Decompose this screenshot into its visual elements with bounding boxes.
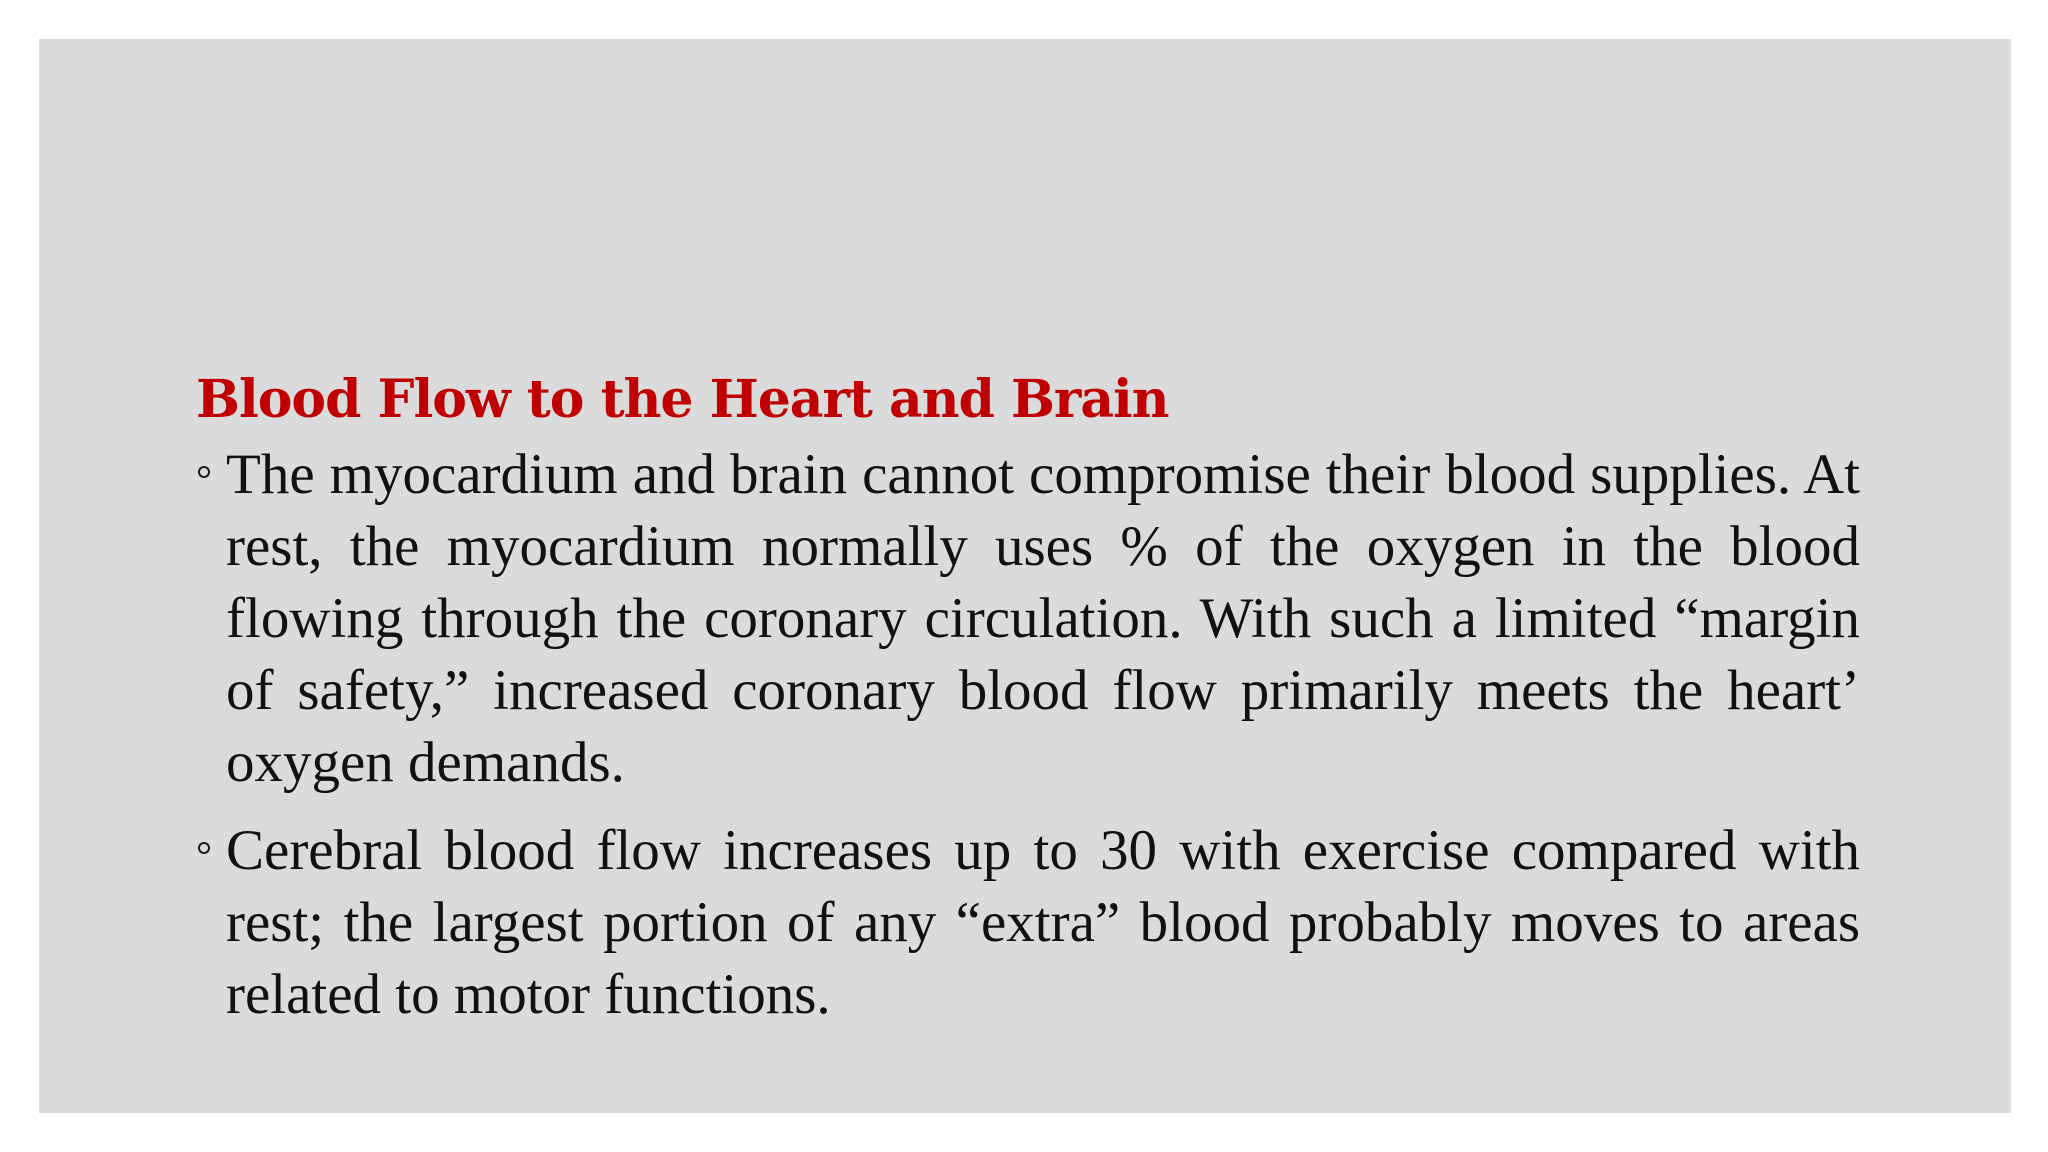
bullet-item bbox=[196, 815, 1860, 1031]
bullet-item bbox=[196, 439, 1860, 799]
slide bbox=[39, 39, 2011, 1113]
slide-title: Blood Flow to the Heart and Brain bbox=[196, 369, 1169, 430]
slide-content bbox=[196, 365, 1860, 1047]
bullet-text: The myocardium and brain cannot compromise their blood supplies. At rest, the myocardium normally uses % of the oxygen in the blood flowing through the coronary circulation. With such a limited “margin of safety,” increased coronary blood flow primarily meets the heart’ oxygen demands. bbox=[226, 443, 1860, 794]
hollow-circle-bullet-icon bbox=[198, 842, 210, 854]
bullet-text: Cerebral blood flow increases up to 30 with exercise compared with rest; the largest portion of any “extra” blood probably moves to areas related to motor functions. bbox=[226, 819, 1860, 1026]
hollow-circle-bullet-icon bbox=[198, 466, 210, 478]
bullet-list bbox=[196, 439, 1860, 1031]
